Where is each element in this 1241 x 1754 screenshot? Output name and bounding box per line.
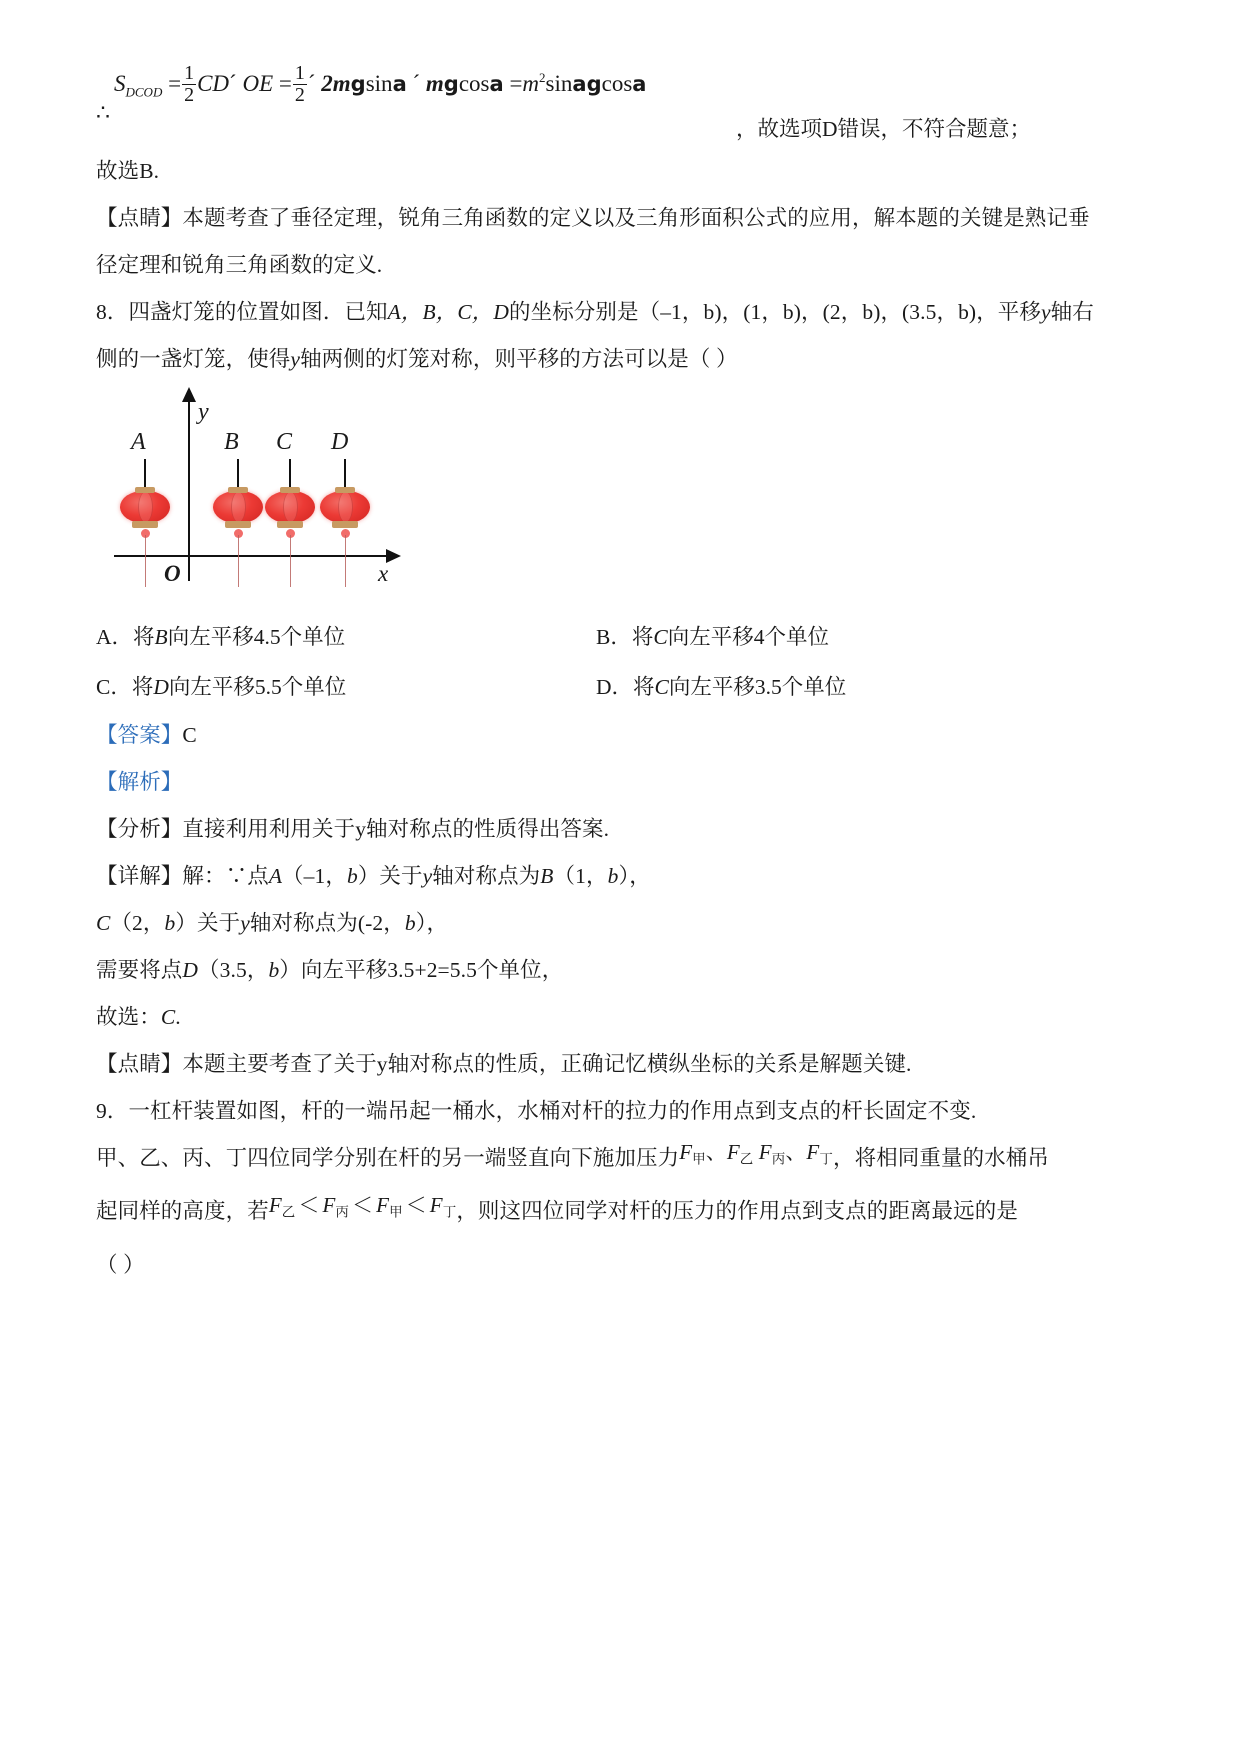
lantern-c bbox=[262, 429, 318, 587]
ineq-op-3: ＜ bbox=[405, 1193, 427, 1218]
lantern-d-tassel bbox=[345, 535, 347, 587]
formula-CD: CD bbox=[197, 70, 230, 96]
q8-stem-mid: 的坐标分别是（–1，b)，(1，b)，(2，b)，(3.5，b)，平移 bbox=[509, 300, 1041, 324]
q8-option-a-key: A． bbox=[96, 625, 134, 649]
xiangjie-point-B: B bbox=[540, 864, 554, 888]
formula-S: S bbox=[114, 70, 126, 96]
q8-fenxi: 【分析】直接利用利用关于y轴对称点的性质得出答案. bbox=[96, 817, 610, 841]
ineq-f4-sub: 丁 bbox=[442, 1204, 457, 1220]
formula-cos1: cos bbox=[458, 70, 490, 96]
q9-line2-pre: 甲、乙、丙、丁四位同学分别在杆的另一端竖直向下施加压力 bbox=[96, 1146, 680, 1170]
q9-line3 bbox=[96, 1188, 1156, 1241]
formula-tail-text: ，故选项D错误，不符合题意； bbox=[736, 117, 1032, 141]
force-jia-sub: 甲 bbox=[692, 1151, 706, 1167]
xiangjie-l1-bb: b bbox=[346, 864, 358, 888]
xiangjie-l2-c: ）关于 bbox=[175, 911, 241, 935]
xiangjie-l1-c: ）关于 bbox=[357, 864, 423, 888]
ineq-op-1: ＜ bbox=[298, 1193, 320, 1218]
xiangjie-l2-a: （2， bbox=[110, 911, 165, 935]
lantern-c-cap-bottom bbox=[277, 521, 303, 528]
q8-options-row-1 bbox=[96, 612, 1156, 662]
x-axis-label: x bbox=[378, 561, 389, 586]
lantern-a bbox=[117, 429, 173, 587]
lantern-b-label: B bbox=[224, 429, 239, 455]
q8-answer-line bbox=[96, 712, 1156, 759]
formula-prime3: ´ bbox=[412, 70, 421, 96]
ineq-op-2: ＜ bbox=[352, 1193, 374, 1218]
lantern-d-cap-bottom bbox=[332, 521, 358, 528]
q7-tips-line1: 【点睛】本题考查了垂径定理，锐角三角函数的定义以及三角形面积公式的应用，解本题的关键是熟记垂 bbox=[96, 206, 1090, 230]
force-yi-sub: 乙 bbox=[739, 1151, 754, 1167]
lantern-a-label: A bbox=[131, 429, 146, 455]
formula-cos2: cos bbox=[601, 70, 633, 96]
xiangjie-l1-e: （1， bbox=[553, 864, 608, 888]
force-bing-sub: 丙 bbox=[771, 1151, 786, 1167]
q8-option-d-pre: 将 bbox=[633, 675, 655, 699]
formula-m2: m bbox=[522, 70, 540, 96]
analysis-label: 【解析】 bbox=[96, 770, 183, 794]
area-formula bbox=[114, 64, 646, 107]
q8-xiangjie-line3 bbox=[96, 947, 1156, 994]
xiangjie-l1-d: 轴对称点为 bbox=[432, 864, 541, 888]
formula-OE: OE bbox=[242, 70, 274, 96]
xiangjie-l1-y: y bbox=[422, 864, 433, 888]
xiangjie-answer-C: C bbox=[160, 1005, 176, 1029]
q8-option-b[interactable] bbox=[596, 612, 1096, 662]
xiangjie-l4-a: 故选： bbox=[96, 1005, 161, 1029]
q8-stem-prefix: 8．四盏灯笼的位置如图．已知 bbox=[96, 300, 388, 324]
formula-eq1: = bbox=[168, 70, 182, 96]
q8-option-c-key: C． bbox=[96, 675, 132, 699]
frac2-numerator: 1 bbox=[294, 62, 305, 84]
q8-stem-suffix: 轴右 bbox=[1050, 300, 1094, 324]
formula-frac-half-2 bbox=[293, 63, 307, 106]
lantern-c-tassel bbox=[290, 535, 292, 587]
xiangjie-l1-f: ）， bbox=[618, 864, 651, 888]
force-jia-base: F bbox=[679, 1140, 693, 1164]
q8-option-b-key: B． bbox=[596, 625, 632, 649]
lantern-a-cap-top bbox=[135, 487, 155, 493]
formula-S-subscript: DCOD bbox=[125, 84, 163, 100]
y-axis-label: y bbox=[198, 399, 209, 425]
lantern-a-body bbox=[120, 491, 170, 523]
answer-value: C bbox=[182, 723, 197, 747]
q8-xiangjie-line2 bbox=[96, 900, 1156, 947]
ineq-f1-sub: 乙 bbox=[281, 1204, 296, 1220]
xiangjie-l2-b: b bbox=[164, 911, 176, 935]
force-ding-base: F bbox=[806, 1140, 820, 1164]
lantern-d bbox=[317, 429, 373, 587]
lantern-b-cap-bottom bbox=[225, 521, 251, 528]
therefore-symbol: ∴ bbox=[96, 100, 110, 125]
q9-line3-pre: 起同样的高度，若 bbox=[96, 1199, 269, 1224]
xiangjie-l1-b: （–1， bbox=[282, 864, 347, 888]
formula-sin1: sin bbox=[365, 70, 393, 96]
formula-m-exponent: 2 bbox=[539, 70, 546, 86]
q8-option-c[interactable] bbox=[96, 662, 596, 712]
q9-force-list bbox=[679, 1129, 833, 1182]
formula-alpha4: a bbox=[632, 71, 647, 96]
q8-stem-line1 bbox=[96, 289, 1156, 336]
q8-option-b-letter: C bbox=[653, 625, 668, 649]
q8-options bbox=[96, 612, 1156, 712]
lantern-d-label: D bbox=[331, 429, 349, 455]
q8-option-a-post: 向左平移4.5个单位 bbox=[167, 625, 346, 649]
frac2-denominator: 2 bbox=[294, 84, 305, 106]
answer-label: 【答案】 bbox=[96, 723, 183, 747]
lantern-c-body bbox=[265, 491, 315, 523]
formula-2m: 2m bbox=[321, 70, 351, 96]
q9-line3-post: ，则这四位同学对杆的压力的作用点到支点的距离最远的是 bbox=[456, 1199, 1018, 1224]
xiangjie-l3-a: 需要将点 bbox=[96, 958, 183, 982]
lantern-b-tassel bbox=[238, 535, 240, 587]
q8-option-d[interactable] bbox=[596, 662, 1096, 712]
q8-option-b-post: 向左平移4个单位 bbox=[667, 625, 829, 649]
frac1-numerator: 1 bbox=[184, 62, 195, 84]
ineq-f3-sub: 甲 bbox=[389, 1204, 403, 1220]
formula-g1: g bbox=[350, 71, 366, 96]
q8-option-c-pre: 将 bbox=[131, 675, 154, 699]
ineq-f2-sub: 丙 bbox=[335, 1204, 350, 1220]
formula-alpha1: a bbox=[392, 71, 407, 96]
q8-options-row-2 bbox=[96, 662, 1156, 712]
q8-dianjing: 【点睛】本题主要考查了关于y轴对称点的性质，正确记忆横纵坐标的关系是解题关键. bbox=[96, 1052, 912, 1076]
force-sep-1: 、 bbox=[705, 1140, 727, 1164]
xiangjie-point-A: A bbox=[268, 864, 283, 888]
q8-stem-y-axis: y bbox=[1041, 300, 1051, 324]
lantern-a-cap-bottom bbox=[132, 521, 158, 528]
page-content bbox=[96, 60, 1156, 1289]
lantern-coordinate-figure bbox=[110, 393, 470, 608]
force-ding-sub: 丁 bbox=[819, 1151, 833, 1167]
formula-prime2: ´ bbox=[307, 70, 316, 96]
q8-option-b-pre: 将 bbox=[631, 625, 654, 649]
formula-eq3: = bbox=[509, 70, 523, 96]
q8-option-a-letter: B bbox=[154, 625, 168, 649]
xiangjie-l2-e: ）， bbox=[415, 911, 449, 935]
q8-stem-line2-a: 侧的一盏灯笼，使得 bbox=[96, 347, 291, 371]
q7-conclusion: 故选B. bbox=[96, 159, 160, 183]
formula-alpha2: a bbox=[489, 71, 504, 96]
lantern-c-label: C bbox=[276, 429, 293, 455]
q8-stem-letters: A，B，C，D bbox=[387, 300, 509, 324]
lantern-d-cap-top bbox=[335, 487, 355, 493]
q9-line2 bbox=[96, 1135, 1156, 1188]
q8-option-d-letter: C bbox=[654, 675, 669, 699]
q9-inequality bbox=[269, 1182, 457, 1235]
lantern-a-tassel bbox=[145, 535, 147, 587]
xiangjie-l2-y: y bbox=[240, 911, 250, 935]
formula-block bbox=[96, 60, 1156, 148]
xiangjie-l3-c: ）向左平移3.5+2=5.5个单位， bbox=[279, 958, 564, 982]
q9-line1: 9．一杠杆装置如图，杆的一端吊起一桶水，水桶对杆的拉力的作用点到支点的杆长固定不变. bbox=[96, 1099, 977, 1123]
y-axis-line bbox=[188, 399, 190, 581]
ineq-f1-base: F bbox=[268, 1193, 282, 1218]
formula-frac-half-1 bbox=[182, 63, 196, 106]
xiangjie-prefix: 【详解】解：∵点 bbox=[96, 864, 269, 888]
lantern-b bbox=[210, 429, 266, 587]
q8-xiangjie-line1 bbox=[96, 853, 1156, 900]
q7-tips-line2: 径定理和锐角三角函数的定义. bbox=[96, 253, 383, 277]
xiangjie-point-D: D bbox=[182, 958, 199, 982]
formula-eq2: = bbox=[278, 70, 292, 96]
xiangjie-l4-b: . bbox=[175, 1005, 181, 1029]
origin-label: O bbox=[164, 561, 181, 586]
q8-stem-line2-y: y bbox=[290, 347, 301, 371]
xiangjie-l2-bb: b bbox=[404, 911, 416, 935]
formula-g2: g bbox=[443, 71, 459, 96]
q8-option-d-post: 向左平移3.5个单位 bbox=[668, 675, 847, 699]
q9-line2-post: ，将相同重量的水桶吊 bbox=[832, 1146, 1049, 1170]
q8-option-a[interactable] bbox=[96, 612, 596, 662]
q8-option-a-pre: 将 bbox=[133, 625, 155, 649]
lantern-b-body bbox=[213, 491, 263, 523]
y-axis-arrow-icon bbox=[182, 387, 196, 402]
formula-sin2: sin bbox=[545, 70, 573, 96]
frac1-denominator: 2 bbox=[184, 84, 195, 106]
formula-m1: m bbox=[425, 70, 444, 96]
xiangjie-l1-bbb: b bbox=[607, 864, 619, 888]
ineq-f2-base: F bbox=[322, 1193, 336, 1218]
q8-stem-line2 bbox=[96, 336, 1156, 383]
xiangjie-l2-d: 轴对称点为(-2， bbox=[249, 911, 405, 935]
xiangjie-point-C: C bbox=[96, 911, 111, 935]
q9-line4-blank: （ ） bbox=[96, 1252, 145, 1277]
xiangjie-l3-bb: b bbox=[268, 958, 280, 982]
q8-xiangjie-line4 bbox=[96, 994, 1156, 1041]
ineq-f3-base: F bbox=[376, 1193, 390, 1218]
formula-prime1: ´ bbox=[229, 70, 237, 96]
force-bing-base: F bbox=[758, 1140, 772, 1164]
lantern-d-body bbox=[320, 491, 370, 523]
q8-option-c-post: 向左平移5.5个单位 bbox=[168, 675, 347, 699]
formula-g3: g bbox=[586, 71, 602, 96]
formula-alpha3: a bbox=[572, 71, 587, 96]
q8-option-c-letter: D bbox=[153, 675, 169, 699]
q8-option-d-key: D． bbox=[596, 675, 634, 699]
xiangjie-l3-b: （3.5， bbox=[198, 958, 269, 982]
force-sep-3: 、 bbox=[785, 1140, 807, 1164]
lantern-b-cap-top bbox=[228, 487, 248, 493]
ineq-f4-base: F bbox=[429, 1193, 443, 1218]
force-yi-base: F bbox=[726, 1140, 740, 1164]
x-axis-arrow-icon bbox=[386, 549, 401, 563]
q8-stem-line2-b: 轴两侧的灯笼对称，则平移的方法可以是（ ） bbox=[300, 347, 738, 371]
lantern-c-cap-top bbox=[280, 487, 300, 493]
